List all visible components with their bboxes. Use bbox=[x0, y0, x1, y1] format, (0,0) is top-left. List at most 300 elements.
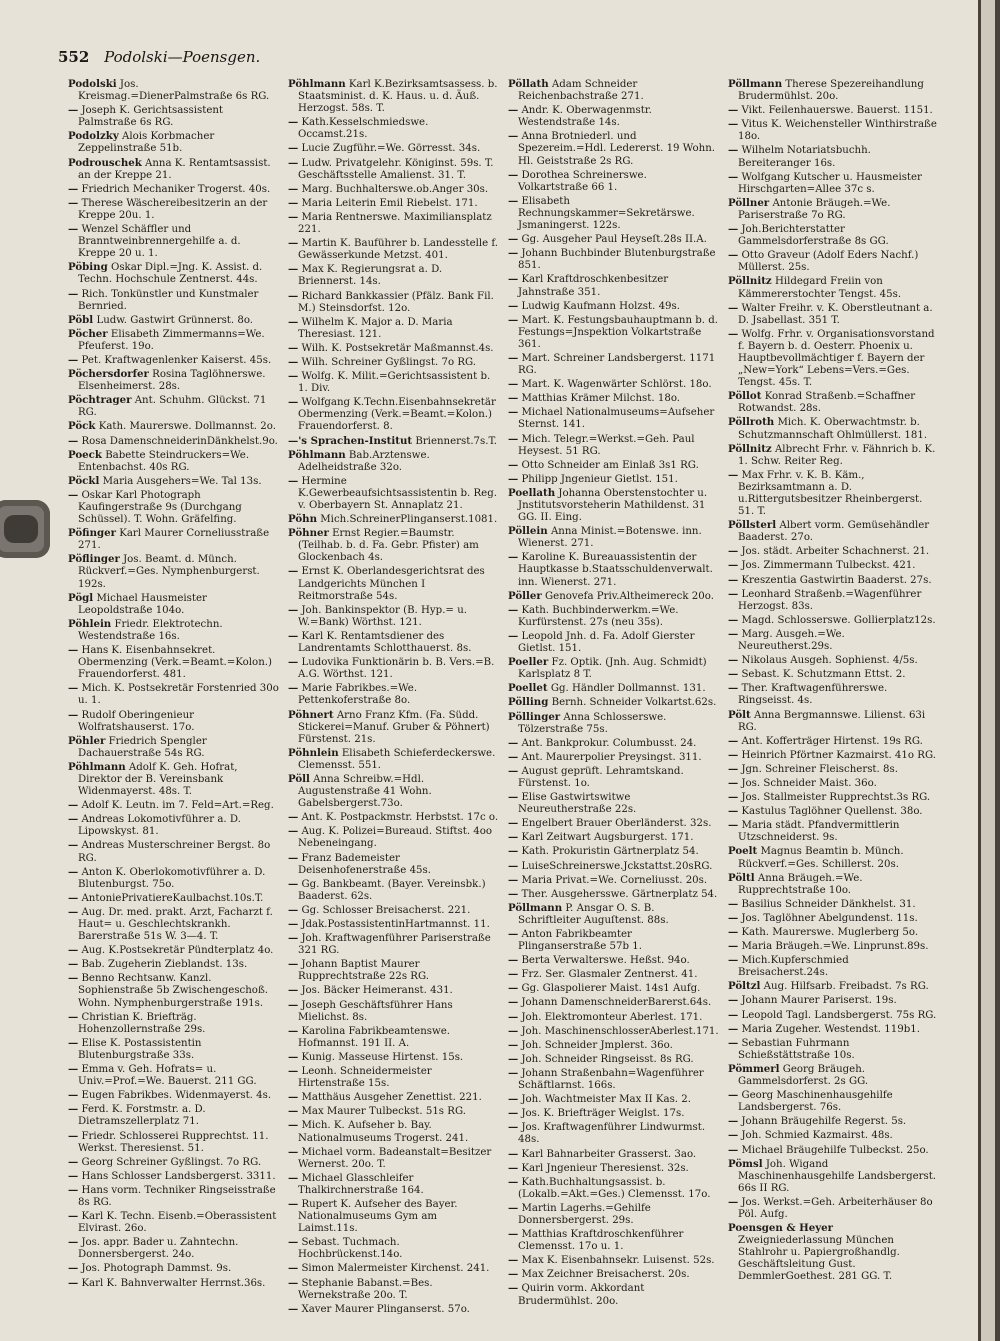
entry-details: Joseph Geschäftsführer Hans Mielichst. 8s. bbox=[298, 999, 453, 1023]
directory-entry bbox=[508, 1148, 720, 1161]
entry-details: Aug. K.Postsekretär Pündterplatz 4o. bbox=[81, 945, 274, 957]
directory-entry bbox=[508, 1121, 720, 1146]
entry-surname: — bbox=[288, 182, 299, 195]
entry-details: LuiseSchreinerswe.Jckstattst.20sRG. bbox=[521, 860, 713, 872]
entry-details: Jos. Kraftwagenführer Lindwurmst. 48s. bbox=[518, 1122, 706, 1146]
entry-details: Ant. Bankprokur. Columbusst. 24. bbox=[521, 737, 697, 749]
entry-details: Vikt. Feilenhauerswe. Bauerst. 1151. bbox=[741, 105, 933, 117]
entry-details: Michael vorm. Badeanstalt=Besitzer Wernerst. 20o. T. bbox=[298, 1146, 492, 1170]
directory-entry bbox=[68, 553, 280, 590]
directory-entry bbox=[288, 356, 500, 369]
entry-details: Anna Brotniederl. und Spezereim.=Hdl. Ledererst. 19 Wohn. Hl. Geiststraße 2s RG. bbox=[518, 131, 716, 167]
directory-entry bbox=[728, 777, 940, 790]
entry-details: Johann DamenschneiderBarerst.64s. bbox=[521, 997, 712, 1009]
entry-details: Ant. Maurerpolier Preysingst. 311. bbox=[521, 751, 702, 763]
entry-details: Rudolf Oberingenieur Wolfratshauserst. 17o. bbox=[78, 709, 195, 733]
entry-surname: — bbox=[728, 545, 739, 558]
directory-entry bbox=[68, 1156, 280, 1169]
entry-details: Karolina Fabrikbeamtenswe. Hofmannst. 191 II. A. bbox=[298, 1025, 450, 1049]
directory-entry bbox=[728, 574, 940, 587]
entry-surname: — bbox=[508, 299, 519, 312]
entry-surname: — bbox=[508, 1052, 519, 1065]
entry-details: Christian K. Briefträg. Hohenzollernstraße 29s. bbox=[78, 1011, 206, 1035]
entry-details: Hans vorm. Techniker Ringseisstraße 8s RG. bbox=[78, 1184, 276, 1208]
entry-surname: — bbox=[68, 1103, 79, 1116]
entry-surname: — bbox=[508, 982, 519, 995]
directory-entry bbox=[68, 183, 280, 196]
directory-entry bbox=[508, 233, 720, 246]
entry-surname: — bbox=[728, 1036, 739, 1049]
entry-details: Leopold Tagl. Landsbergerst. 75s RG. bbox=[741, 1009, 937, 1021]
directory-entry bbox=[508, 1011, 720, 1024]
entry-details: Matthäus Ausgeher Zenettist. 221. bbox=[301, 1092, 482, 1104]
entry-details: Gg. Ausgeher Paul Heyseſt.28s II.A. bbox=[521, 234, 707, 246]
entry-surname: — bbox=[728, 327, 739, 340]
entry-details: Benno Rechtsanw. Kanzl. Sophienstraße 5b Zwischengeschoß. Wohn. Nymphenburgerstraße 191s. bbox=[78, 973, 268, 1009]
directory-entry bbox=[288, 918, 500, 931]
entry-details: Aug. Hilfsarb. Freibadst. 7s RG. bbox=[763, 981, 929, 993]
entry-surname: — bbox=[728, 1195, 739, 1208]
entry-details: August geprüft. Lehramtskand. Fürstenst. 1o. bbox=[518, 765, 684, 789]
entry-details: Jos. Taglöhner Abelgundenst. 11s. bbox=[741, 912, 918, 924]
directory-entry bbox=[288, 682, 500, 707]
directory-entry bbox=[728, 545, 940, 558]
entry-surname: Pöck bbox=[68, 420, 96, 433]
entry-surname: — bbox=[508, 247, 519, 260]
directory-entry bbox=[508, 169, 720, 194]
entry-surname: — bbox=[508, 104, 519, 117]
directory-entry bbox=[288, 999, 500, 1024]
entry-surname: Podolzky bbox=[68, 130, 119, 143]
entry-details: Michael Nationalmuseums=Aufseher Sternst. 141. bbox=[518, 407, 715, 431]
entry-details: Mich. K. Postsekretär Forstenried 30o u. 1. bbox=[78, 683, 279, 707]
entry-surname: — bbox=[68, 1262, 79, 1275]
entry-surname: — bbox=[288, 1197, 299, 1210]
directory-entry bbox=[68, 1103, 280, 1128]
entry-details: Martin K. Bauführer b. Landesstelle f. Gewässerkunde Metzst. 401. bbox=[298, 238, 499, 262]
directory-entry bbox=[728, 898, 940, 911]
entry-details: Wilhelm Notariatsbuchh. Bereiteranger 16s. bbox=[738, 145, 871, 169]
directory-entry bbox=[508, 791, 720, 816]
directory-entry bbox=[68, 314, 280, 327]
column-1 bbox=[68, 78, 280, 1317]
entry-details: Fz. Optik. (Jnh. Aug. Schmidt) Karlsplatz 8 T. bbox=[518, 657, 707, 681]
directory-entry bbox=[68, 420, 280, 433]
directory-entry bbox=[288, 475, 500, 512]
entry-surname: — bbox=[508, 1107, 519, 1120]
directory-entry bbox=[728, 954, 940, 979]
entry-details: Franz Bademeister Deisenhofenerstraße 45s. bbox=[298, 852, 431, 876]
entry-surname: — bbox=[508, 750, 519, 763]
entry-surname: — bbox=[508, 873, 519, 886]
entry-details: Joh. Bankinspektor (B. Hyp.= u. W.=Bank) Wörthst. 121. bbox=[298, 604, 468, 628]
entry-details: Kath. Prokuristin Gärtnerplatz 54. bbox=[521, 846, 699, 858]
directory-entry bbox=[508, 1053, 720, 1066]
entry-surname: — bbox=[288, 1145, 299, 1158]
directory-entry bbox=[508, 1176, 720, 1201]
entry-details: Georg Maschinenhausgehilfe Landsbergerst. 76s. bbox=[738, 1090, 893, 1114]
entry-surname: — bbox=[728, 819, 739, 832]
entry-surname: — bbox=[288, 289, 299, 302]
entry-surname: — bbox=[508, 472, 519, 485]
entry-surname: — bbox=[288, 629, 299, 642]
entry-surname: — bbox=[728, 144, 739, 157]
directory-entry bbox=[508, 314, 720, 351]
entry-details: Albert vorm. Gemüsehändler Baaderst. 27o. bbox=[738, 520, 930, 544]
directory-entry bbox=[508, 968, 720, 981]
directory-entry bbox=[288, 237, 500, 262]
directory-entry bbox=[68, 592, 280, 617]
directory-entry bbox=[68, 892, 280, 905]
directory-entry bbox=[288, 984, 500, 997]
entry-surname: — bbox=[288, 1276, 299, 1289]
directory-entry bbox=[508, 954, 720, 967]
directory-entry bbox=[508, 352, 720, 377]
entry-surname: — bbox=[68, 972, 79, 985]
directory-entry bbox=[508, 104, 720, 129]
entry-details: Ant. Schuhm. Glückst. 71 RG. bbox=[78, 395, 267, 419]
column-2 bbox=[288, 78, 500, 1317]
directory-entry bbox=[68, 261, 280, 286]
entry-surname: — bbox=[508, 831, 519, 844]
directory-entry bbox=[728, 628, 940, 653]
entry-surname: — bbox=[508, 928, 519, 940]
directory-entry bbox=[728, 1023, 940, 1036]
entry-surname: — bbox=[728, 104, 739, 117]
entry-details: Leopold Jnh. d. Fa. Adolf Gierster Gietlst. 151. bbox=[518, 630, 695, 655]
entry-details: Ludovika Funktionärin b. B. Vers.=B. A.G. Wörthst. 121. bbox=[298, 657, 495, 681]
directory-entry bbox=[728, 1037, 940, 1062]
entry-surname: — bbox=[508, 764, 519, 777]
entry-surname: — bbox=[68, 865, 79, 878]
directory-entry bbox=[508, 1228, 720, 1253]
entry-details: Michael Hausmeister Leopoldstraße 104o. bbox=[78, 592, 207, 616]
directory-entry bbox=[728, 1063, 940, 1088]
directory-entry bbox=[728, 614, 940, 627]
directory-entry bbox=[288, 116, 500, 141]
entry-details: Zweigniederlassung München Stahlrohr u. Papiergroßhandlg. Geschäftsleitung Gust. DemmlerGoethest. 281 GG. T. bbox=[738, 1235, 900, 1283]
entry-details: Leonh. Schneidermeister Hirtenstraße 15s. bbox=[298, 1066, 432, 1090]
entry-details: Mich. Telegr.=Werkst.=Geh. Paul Heysest. 51 RG. bbox=[518, 433, 695, 457]
entry-details: Karl Zeitwart Augsburgerst. 171. bbox=[521, 832, 694, 844]
entry-details: Maria Privat.=We. Corneliusst. 20s. bbox=[521, 874, 708, 886]
entry-surname: Pöllsterl bbox=[728, 519, 777, 532]
directory-entry bbox=[68, 813, 280, 838]
directory-entry bbox=[508, 860, 720, 873]
directory-entry bbox=[68, 157, 280, 182]
entry-surname: — bbox=[728, 559, 739, 572]
entry-surname: Pöllmann bbox=[508, 901, 563, 914]
entry-surname: — bbox=[508, 1121, 519, 1134]
entry-details: Marie Fabrikbes.=We. Pettenkoferstraße 8o. bbox=[298, 683, 418, 707]
entry-surname: Pöfinger bbox=[68, 527, 116, 540]
entry-details: Johanna Oberstenstochter u. Jnstitutsvorsteherin Mathildenst. 31 GG. II. Eing. bbox=[518, 487, 708, 524]
directory-entry bbox=[68, 288, 280, 313]
entry-details: Ernst Regier.=Baumstr. (Teilhab. b. d. Fa. Gebr. Pfister) am Glockenbach 4s. bbox=[298, 528, 479, 564]
directory-entry bbox=[728, 1144, 940, 1157]
directory-entry bbox=[288, 1262, 500, 1275]
entry-details: Matthias Kraftdroschkenführer Clemensst. 17o u. 1. bbox=[518, 1229, 684, 1253]
directory-entry bbox=[288, 396, 500, 433]
directory-entry bbox=[288, 263, 500, 288]
entry-surname: — bbox=[508, 1201, 519, 1214]
directory-entry bbox=[728, 223, 940, 248]
entry-details: Wolfgang Kutscher u. Hausmeister Hirschgarten=Allee 37c s. bbox=[738, 171, 922, 195]
entry-details: Ther. Ausgehersswe. Gärtnerplatz 54. bbox=[521, 888, 718, 900]
entry-details: Adam Schneider Reichenbachstraße 271. bbox=[518, 79, 644, 103]
entry-surname: — bbox=[728, 776, 739, 789]
directory-entry bbox=[508, 78, 720, 103]
directory-entry bbox=[288, 958, 500, 983]
entry-surname: — bbox=[728, 468, 739, 481]
entry-surname: — bbox=[728, 682, 739, 695]
entry-surname: — bbox=[288, 1262, 299, 1275]
directory-entry bbox=[508, 696, 720, 709]
directory-columns bbox=[68, 78, 940, 1317]
directory-entry bbox=[68, 1262, 280, 1275]
directory-entry bbox=[288, 773, 500, 810]
directory-entry bbox=[728, 1158, 940, 1195]
entry-details: Stephanie Babanst.=Bes. Wernekstraße 20o. T. bbox=[298, 1277, 433, 1301]
entry-details: Babette Steindruckers=We. Entenbachst. 40s RG. bbox=[78, 449, 250, 473]
entry-surname: Pömmerl bbox=[728, 1062, 780, 1075]
directory-entry bbox=[728, 443, 940, 468]
entry-details: Jos. K. Briefträger Weiglst. 17s. bbox=[521, 1108, 685, 1120]
entry-details: Jos. appr. Bader u. Zahntechn. Donnersbergerst. 24o. bbox=[78, 1237, 239, 1261]
entry-surname: — bbox=[508, 313, 519, 326]
entry-details: Sebastian Fuhrmann Schießstättstraße 10s. bbox=[738, 1037, 855, 1061]
entry-surname: — bbox=[728, 668, 739, 681]
directory-entry bbox=[508, 487, 720, 524]
entry-details: P. Ansgar O. S. B. Schriftleiter Auguſtenst. 88s. bbox=[518, 902, 669, 926]
entry-details: Kath.Kesselschmiedswe. Occamst.21s. bbox=[298, 117, 429, 141]
entry-surname: — bbox=[508, 351, 519, 364]
entry-surname: — bbox=[68, 958, 79, 971]
entry-details: Anna Bergmannswe. Lilienst. 63i RG. bbox=[738, 709, 926, 733]
entry-surname: — bbox=[508, 1254, 519, 1267]
entry-details: Frz. Ser. Glasmaler Zentnerst. 41. bbox=[521, 969, 698, 981]
entry-details: Ant. Kofferträger Hirtenst. 19s RG. bbox=[741, 735, 923, 747]
entry-surname: — bbox=[508, 432, 519, 445]
directory-entry bbox=[68, 489, 280, 526]
directory-entry bbox=[288, 630, 500, 655]
entry-surname: — bbox=[288, 474, 299, 487]
directory-entry bbox=[68, 197, 280, 222]
entry-surname: — bbox=[288, 918, 299, 930]
directory-entry bbox=[68, 394, 280, 419]
directory-entry bbox=[728, 791, 940, 804]
directory-entry bbox=[288, 811, 500, 824]
binder-clip-hole bbox=[4, 515, 38, 543]
entry-details: Therese Spezereihandlung Brudermühlst. 20o. bbox=[738, 79, 924, 103]
directory-entry bbox=[508, 751, 720, 764]
entry-surname: — bbox=[728, 654, 739, 667]
entry-surname: — bbox=[508, 1175, 519, 1188]
entry-details: Johann Bräugehilfe Regerst. 5s. bbox=[741, 1116, 907, 1128]
directory-entry bbox=[728, 1089, 940, 1114]
directory-entry bbox=[508, 630, 720, 655]
directory-entry bbox=[68, 735, 280, 760]
entry-surname: — bbox=[508, 378, 519, 391]
directory-entry bbox=[508, 831, 720, 844]
entry-details: Maria Bräugeh.=We. Linprunst.89s. bbox=[741, 941, 929, 953]
entry-surname: — bbox=[728, 301, 739, 314]
entry-surname: — bbox=[288, 825, 299, 838]
directory-entry bbox=[68, 644, 280, 681]
column-3 bbox=[508, 78, 720, 1317]
entry-details: Elise Gastwirtswitwe Neureutherstraße 22s. bbox=[518, 792, 637, 816]
entry-details: Maria Rentnerswe. Maximiliansplatz 221. bbox=[298, 211, 492, 236]
directory-entry bbox=[508, 765, 720, 790]
directory-entry bbox=[68, 1063, 280, 1088]
directory-entry bbox=[68, 130, 280, 155]
entry-surname: Pöcher bbox=[68, 327, 108, 340]
directory-entry bbox=[728, 940, 940, 953]
directory-entry bbox=[288, 370, 500, 395]
entry-surname: — bbox=[728, 249, 739, 262]
directory-entry bbox=[508, 1093, 720, 1106]
entry-surname: — bbox=[728, 994, 739, 1007]
entry-surname: — bbox=[68, 891, 79, 904]
entry-details: Kunig. Masseuse Hirtenst. 15s. bbox=[301, 1051, 464, 1063]
entry-surname: Pölt bbox=[728, 708, 751, 721]
entry-details: Max Frhr. v. K. B. Käm., Bezirksamtmann a. D. u.Rittergutsbesitzer Rheinbergerst. 51. T. bbox=[738, 469, 923, 518]
entry-surname: — bbox=[508, 1147, 519, 1160]
entry-details: Friedr. Elektrotechn. Westendstraße 16s. bbox=[78, 618, 223, 642]
entry-surname: Pöllroth bbox=[728, 416, 775, 429]
entry-surname: — bbox=[728, 734, 739, 747]
entry-surname: — bbox=[728, 1129, 739, 1142]
entry-details: Jos. Photograph Dammst. 9s. bbox=[81, 1263, 232, 1275]
directory-entry bbox=[728, 519, 940, 544]
directory-entry bbox=[728, 912, 940, 925]
directory-entry bbox=[68, 618, 280, 643]
directory-entry bbox=[728, 469, 940, 518]
entry-surname: — bbox=[288, 851, 299, 864]
directory-entry bbox=[508, 195, 720, 232]
directory-entry bbox=[288, 1091, 500, 1104]
entry-details: Ferd. K. Forstmstr. a. D. Dietramszellerplatz 71. bbox=[78, 1104, 206, 1128]
entry-details: Mich.Kupferschmied Breisacherst.24s. bbox=[738, 955, 849, 979]
entry-surname: — bbox=[68, 644, 79, 657]
entry-surname: — bbox=[728, 223, 739, 236]
entry-details: Andr. K. Oberwagenmstr. Westendstraße 14s. bbox=[518, 105, 652, 129]
entry-surname: — bbox=[508, 458, 519, 471]
entry-details: Elisabeth Rechnungskammer=Sekretärswe. Jsmaningerst. 122s. bbox=[518, 195, 695, 232]
directory-entry bbox=[288, 527, 500, 564]
directory-entry bbox=[288, 932, 500, 957]
entry-surname: — bbox=[508, 887, 519, 900]
entry-surname: — bbox=[728, 805, 739, 818]
entry-surname: — bbox=[728, 627, 739, 640]
entry-surname: — bbox=[728, 911, 739, 924]
page-number: 552 bbox=[58, 48, 90, 66]
directory-entry bbox=[68, 709, 280, 734]
entry-details: Ludwig Kaufmann Holzst. 49s. bbox=[521, 300, 681, 312]
entry-details: Rich. Tonkünstler und Kunstmaler Bernried. bbox=[78, 288, 259, 312]
entry-details: Gg. Schlosser Breisacherst. 221. bbox=[301, 904, 471, 916]
entry-details: Pet. Kraftwagenlenker Kaiserst. 45s. bbox=[81, 354, 272, 366]
directory-entry bbox=[288, 1277, 500, 1302]
entry-details: Walter Freihr. v. K. Oberstleutnant a. D. Jsabellast. 351 T. bbox=[738, 302, 933, 326]
entry-details: Gg. Glaspolierer Maist. 14s1 Aufg. bbox=[521, 983, 701, 995]
directory-entry bbox=[728, 805, 940, 818]
entry-surname: — bbox=[508, 845, 519, 858]
entry-surname: — bbox=[508, 954, 519, 967]
directory-entry bbox=[68, 223, 280, 260]
directory-entry bbox=[68, 78, 280, 103]
entry-surname: — bbox=[288, 370, 299, 383]
column-4 bbox=[728, 78, 940, 1317]
entry-surname: — bbox=[68, 196, 79, 209]
directory-entry bbox=[288, 449, 500, 474]
entry-details: Jos. Beamt. d. Münch. Rückverf.=Ges. Nymphenburgerst. 192s. bbox=[78, 554, 260, 590]
entry-details: Jgn. Schreiner Fleischerst. 8s. bbox=[741, 763, 898, 775]
entry-details: Vitus K. Weichensteller Winthirstraße 18o. bbox=[738, 119, 937, 143]
page-running-title: Podolski—Poensgen. bbox=[104, 48, 261, 66]
entry-details: Joh. Elektromonteur Aberlest. 171. bbox=[521, 1011, 703, 1023]
entry-surname: — bbox=[508, 273, 519, 286]
entry-surname: — bbox=[508, 736, 519, 749]
entry-surname: — bbox=[68, 488, 79, 501]
entry-details: Wilh. K. Postsekretär Maßmannst.4s. bbox=[301, 342, 494, 354]
entry-details: Marg. Buchhalterswe.ob.Anger 30s. bbox=[301, 183, 489, 195]
directory-entry bbox=[728, 682, 940, 707]
entry-details: Magd. Schlosserswe. Gollierplatz12s. bbox=[741, 614, 936, 626]
entry-details: Joh. Schmied Kazmairst. 48s. bbox=[741, 1130, 893, 1142]
directory-entry bbox=[508, 1254, 720, 1267]
entry-details: Adolf K. Geh. Hofrat, Direktor der B. Vereinsbank Widenmayerst. 48s. T. bbox=[78, 761, 238, 798]
directory-entry bbox=[728, 1129, 940, 1142]
directory-entry bbox=[728, 416, 940, 441]
directory-entry bbox=[288, 1025, 500, 1050]
directory-entry bbox=[728, 709, 940, 734]
entry-details: Max K. Eisenbahnsekr. Luisenst. 52s. bbox=[521, 1255, 715, 1267]
entry-details: Jos. Werkst.=Geh. Arbeiterhäuser 8o Pöl. Aufg. bbox=[738, 1196, 933, 1220]
entry-surname: — bbox=[288, 396, 299, 409]
directory-entry bbox=[728, 588, 940, 613]
entry-surname: —'s Sprachen-Institut bbox=[288, 434, 413, 447]
entry-details: Hildegard Freiin von Kämmererstochter Tengst. 45s. bbox=[738, 276, 902, 300]
directory-entry bbox=[728, 735, 940, 748]
entry-surname: — bbox=[508, 1161, 519, 1174]
directory-entry bbox=[728, 926, 940, 939]
entry-surname: — bbox=[508, 1228, 519, 1241]
entry-surname: — bbox=[288, 196, 299, 209]
directory-entry bbox=[68, 527, 280, 552]
entry-surname: — bbox=[508, 1093, 519, 1106]
directory-entry bbox=[508, 817, 720, 830]
directory-entry bbox=[508, 1025, 720, 1038]
entry-surname: — bbox=[68, 1036, 79, 1049]
entry-surname: — bbox=[508, 968, 519, 981]
entry-surname: — bbox=[68, 839, 79, 852]
entry-surname: — bbox=[68, 1276, 79, 1289]
entry-details: Basilius Schneider Dänkhelst. 31. bbox=[741, 898, 916, 910]
directory-entry bbox=[288, 852, 500, 877]
entry-surname: Pölling bbox=[508, 696, 549, 709]
entry-details: Mart. K. Festungsbauhauptmann b. d. Festungs=Jnspektion Volkartstraße 361. bbox=[518, 314, 719, 350]
entry-surname: Pöhlmann bbox=[68, 760, 126, 773]
entry-surname: Poeller bbox=[508, 656, 549, 669]
entry-details: Karl K.Bezirksamtsassess. b. Staatsminist. d. K. Haus. u. d. Äuß. Herzogst. 58s. T. bbox=[298, 79, 498, 115]
entry-surname: — bbox=[508, 996, 519, 1009]
directory-entry bbox=[728, 749, 940, 762]
directory-entry bbox=[68, 1170, 280, 1183]
directory-entry bbox=[508, 273, 720, 298]
directory-entry bbox=[288, 78, 500, 115]
directory-entry bbox=[288, 878, 500, 903]
